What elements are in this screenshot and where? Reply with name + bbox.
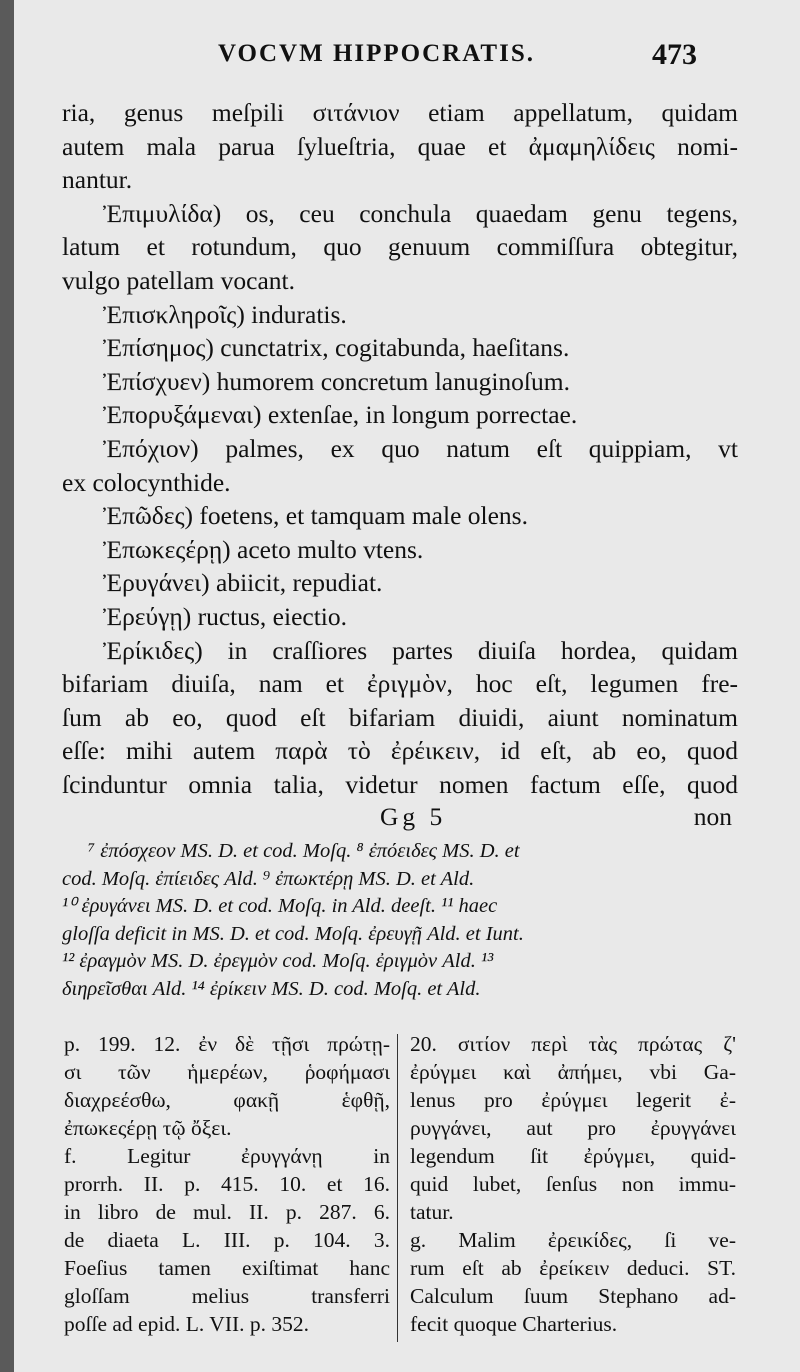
commentary-line: p. 199. 12. ἐν δὲ τῇσι πρώτῃ- xyxy=(64,1032,390,1056)
text-line: Ἐρίκιδες) in craſſiores partes diuiſa hordea, quidam xyxy=(103,635,738,665)
page-gutter-shadow xyxy=(0,0,14,1372)
commentary-line: lenus pro ἐρύγμει legerit ἐ- xyxy=(410,1088,736,1112)
text-line: latum et rotundum, quo genuum commiſſura obtegitur, xyxy=(62,232,738,262)
commentary-line: g. Malim ἐρεικίδες, ſi ve- xyxy=(410,1228,736,1252)
footnote-line: ¹² ἐραγμὸν MS. D. ἐρεγμὸν cod. Moſq. ἐριγμὸν Ald. ¹³ xyxy=(62,950,494,972)
commentary-line: Foeſius tamen exiſtimat hanc xyxy=(64,1256,390,1280)
commentary-line: rum eſt ab ἐρείκειν deduci. ST. xyxy=(410,1256,736,1280)
footnote-line: gloſſa deficit in MS. D. et cod. Moſq. ἐρευγῇ Ald. et Iunt. xyxy=(62,922,524,945)
commentary-line: in libro de mul. II. p. 287. 6. xyxy=(64,1200,390,1224)
text-line: ex colocynthide. xyxy=(62,467,231,497)
footnote-line: ⁷ ἐπόσχεον MS. D. et cod. Moſq. ⁸ ἐπόειδες MS. D. et xyxy=(88,840,520,862)
text-line: Ἐπωκεςέρῃ) aceto multo vtens. xyxy=(103,534,424,564)
commentary-line: ἐπωκεςέρῃ τῷ ὄξει. xyxy=(64,1116,232,1140)
commentary-left-column xyxy=(64,1030,390,1338)
text-line: Ἐπισκληροῖς) induratis. xyxy=(103,299,347,329)
commentary-line: prorrh. II. p. 415. 10. et 16. xyxy=(64,1172,390,1196)
text-line: eſſe: mihi autem παρὰ τὸ ἐρέικειν, id eſt, ab eo, quod xyxy=(62,736,738,766)
running-head: VOCVM HIPPOCRATIS. xyxy=(218,40,535,67)
text-line: vulgo patellam vocant. xyxy=(62,266,295,295)
commentary-line: σι τῶν ἡμερέων, ῥοφήμασι xyxy=(64,1060,390,1084)
footnote-line: διηρεῖσθαι Ald. ¹⁴ ἐρίκειν MS. D. cod. Moſq. et Ald. xyxy=(62,977,481,1000)
commentary-line: διαχρεέσθω, φακῇ ἑφθῇ, xyxy=(64,1088,390,1112)
commentary-line: 20. σιτίον περὶ τὰς πρώτας ζ' xyxy=(410,1032,736,1056)
column-divider xyxy=(397,1034,398,1342)
text-line: nantur. xyxy=(62,165,133,195)
commentary-line: poſſe ad epid. L. VII. p. 352. xyxy=(64,1312,310,1336)
commentary-line: legendum ſit ἐρύγμει, quid- xyxy=(410,1144,736,1168)
footnotes xyxy=(62,838,738,1003)
text-line: ſcinduntur omnia talia, videtur nomen factum eſſe, quod xyxy=(62,770,738,799)
commentary-line: Calculum ſuum Stephano ad- xyxy=(410,1284,736,1308)
commentary-line: ἐρύγμει καὶ ἀπήμει, vbi Ga- xyxy=(410,1060,736,1084)
footnote-line: cod. Moſq. ἐπίειδες Ald. ⁹ ἐπωκτέρῃ MS. D. et Ald. xyxy=(62,867,475,890)
commentary-line: quid lubet, ſenſus non immu- xyxy=(410,1172,736,1196)
commentary-line: tatur. xyxy=(410,1200,454,1224)
text-line: ria, genus meſpili σιτάνιον etiam appellatum, quidam xyxy=(62,98,738,127)
text-line: Ἐπίσημος) cunctatrix, cogitabunda, haeſitans. xyxy=(103,333,570,363)
commentary-right-column xyxy=(410,1030,736,1338)
text-line: Ἐρυγάνει) abiicit, repudiat. xyxy=(103,568,383,598)
gathering-signature: Gg 5 xyxy=(380,802,447,831)
text-line: ſum ab eo, quod eſt bifariam diuidi, aiunt nominatum xyxy=(62,702,738,732)
text-line: Ἐπιμυλίδα) os, ceu conchula quaedam genu tegens, xyxy=(103,198,738,228)
text-line: Ἐπῶδες) foetens, et tamquam male olens. xyxy=(103,501,528,531)
commentary-line: ρυγγάνει, aut pro ἐρυγγάνει xyxy=(410,1116,736,1140)
commentary-line: f. Legitur ἐρυγγάνῃ in xyxy=(64,1144,390,1168)
page-number: 473 xyxy=(652,38,697,71)
commentary-line: gloſſam melius transferri xyxy=(64,1284,390,1308)
text-line: bifariam diuiſa, nam et ἐριγμὸν, hoc eſt, legumen fre- xyxy=(62,669,738,699)
footnote-line: ¹⁰ ἐρυγάνει MS. D. et cod. Moſq. in Ald. deeſt. ¹¹ haec xyxy=(62,895,498,917)
commentary-line: fecit quoque Charterius. xyxy=(410,1312,618,1336)
text-line: Ἐπίσχυεν) humorem concretum lanuginoſum. xyxy=(103,366,570,396)
catchword: non xyxy=(693,802,732,831)
text-line: autem mala parua ſylueſtria, quae et ἀμαμηλίδεις nomi- xyxy=(62,131,738,161)
text-line: Ἐπόχιον) palmes, ex quo natum eſt quippiam, vt xyxy=(103,434,738,463)
page-header xyxy=(0,38,800,88)
text-line: Ἐρεύγῃ) ructus, eiectio. xyxy=(103,602,348,631)
text-line: Ἐπορυξάμεναι) extenſae, in longum porrectae. xyxy=(103,400,578,430)
signature-line xyxy=(62,800,732,834)
commentary-line: de diaeta L. III. p. 104. 3. xyxy=(64,1228,390,1252)
